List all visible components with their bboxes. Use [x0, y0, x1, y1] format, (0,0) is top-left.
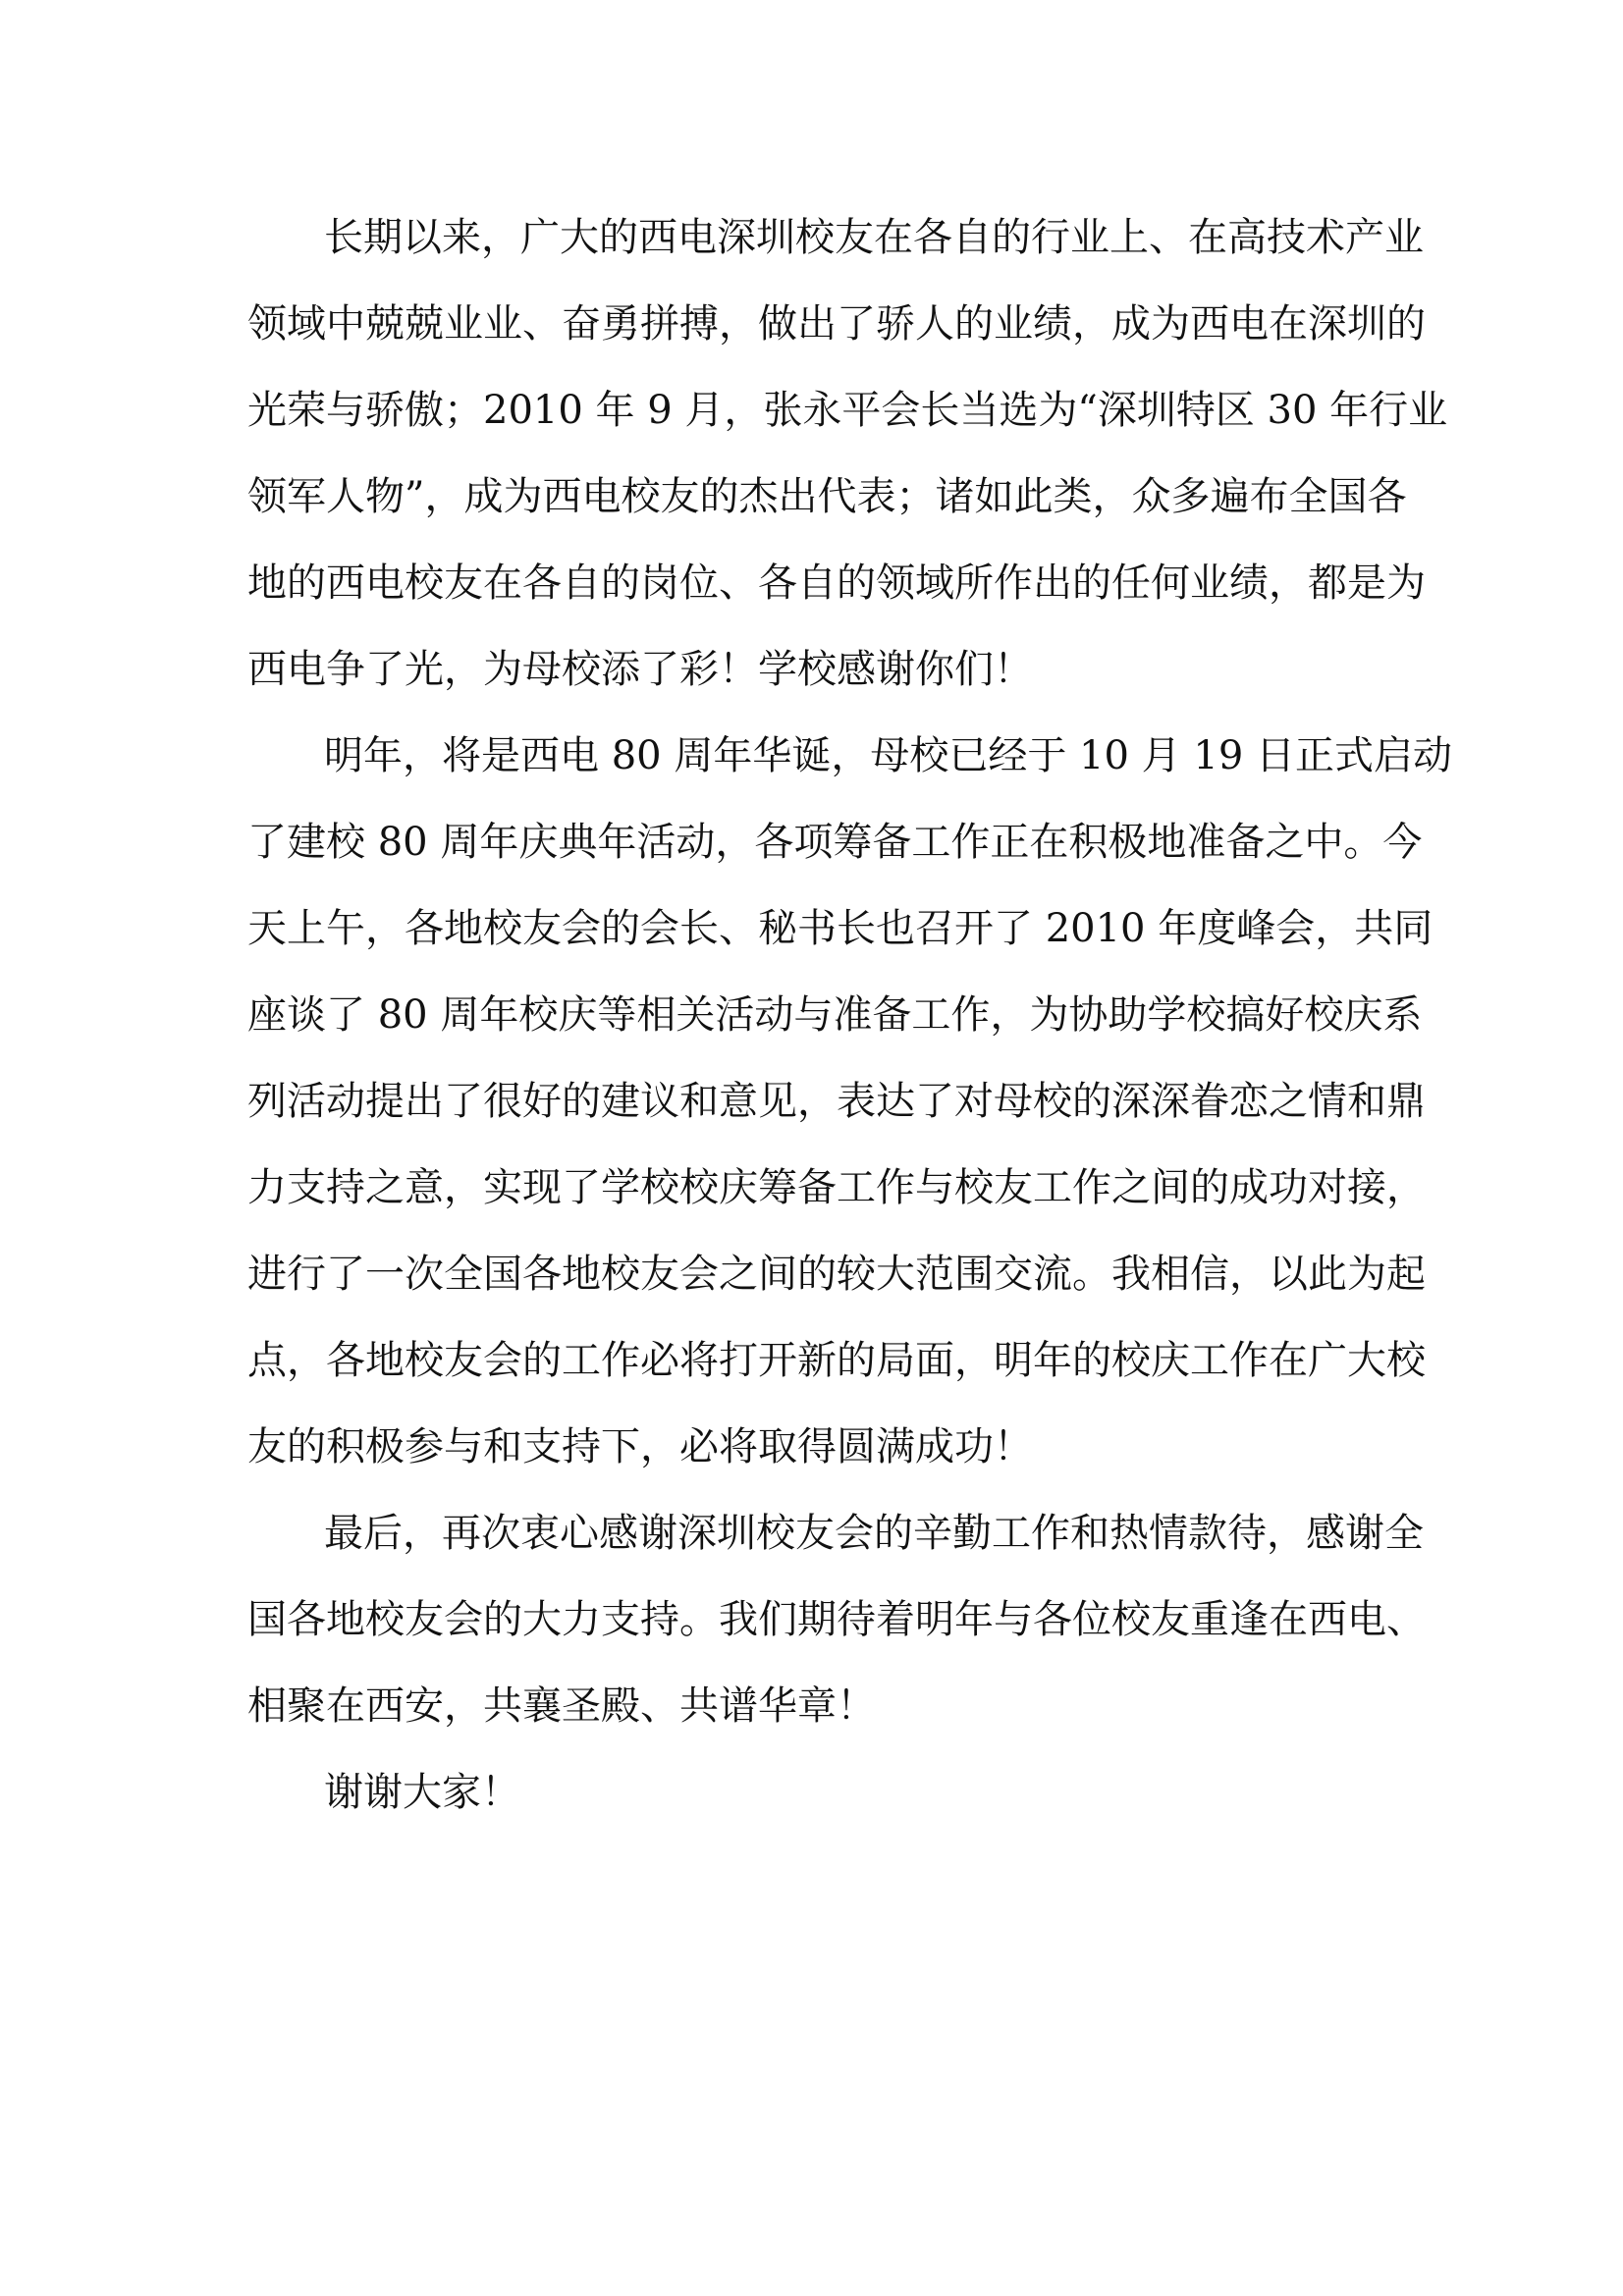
- text-line: 地的西电校友在各自的岗位、各自的领域所作出的任何业绩，都是为: [247, 561, 1426, 606]
- paragraph-1: [247, 194, 1448, 713]
- text-line: 友的积极参与和支持下，必将取得圆满成功！: [247, 1424, 1033, 1469]
- paragraph-4: [247, 1749, 1387, 1836]
- text-line: 相聚在西安，共襄圣殿、共谱华章！: [247, 1683, 876, 1729]
- text-line: 明年，将是西电 80 周年华诞，母校已经于 10 月 19 日正式启动: [324, 733, 1452, 778]
- text-line: 列活动提出了很好的建议和意见，表达了对母校的深深眷恋之情和鼎: [247, 1079, 1426, 1124]
- paragraph-3: [247, 1490, 1426, 1749]
- text-line: 西电争了光，为母校添了彩！学校感谢你们！: [247, 647, 1033, 692]
- text-line: 进行了一次全国各地校友会之间的较大范围交流。我相信，以此为起: [247, 1252, 1426, 1297]
- text-line: 领域中兢兢业业、奋勇拼搏，做出了骄人的业绩，成为西电在深圳的: [247, 301, 1426, 347]
- paragraph-2: [247, 713, 1452, 1490]
- text-line: 座谈了 80 周年校庆等相关活动与准备工作，为协助学校搞好校庆系: [247, 992, 1423, 1038]
- text-line: 最后，再次衷心感谢深圳校友会的辛勤工作和热情款待，感谢全: [324, 1511, 1424, 1556]
- text-line: 国各地校友会的大力支持。我们期待着明年与各位校友重逢在西电、: [247, 1597, 1426, 1642]
- text-line: 领军人物”，成为西电校友的杰出代表；诸如此类，众多遍布全国各: [247, 474, 1407, 519]
- text-line: 谢谢大家！: [324, 1770, 520, 1815]
- text-line: 了建校 80 周年庆典年活动，各项筹备工作正在积极地准备之中。今: [247, 820, 1423, 865]
- text-line: 光荣与骄傲；2010 年 9 月，张永平会长当选为“深圳特区 30 年行业: [247, 388, 1448, 433]
- document-body: [247, 194, 1452, 1836]
- text-line: 力支持之意，实现了学校校庆筹备工作与校友工作之间的成功对接，: [247, 1165, 1426, 1210]
- text-line: 点，各地校友会的工作必将打开新的局面，明年的校庆工作在广大校: [247, 1338, 1426, 1383]
- text-line: 长期以来，广大的西电深圳校友在各自的行业上、在高技术产业: [324, 215, 1424, 260]
- text-line: 天上午，各地校友会的会长、秘书长也召开了 2010 年度峰会，共同: [247, 906, 1434, 951]
